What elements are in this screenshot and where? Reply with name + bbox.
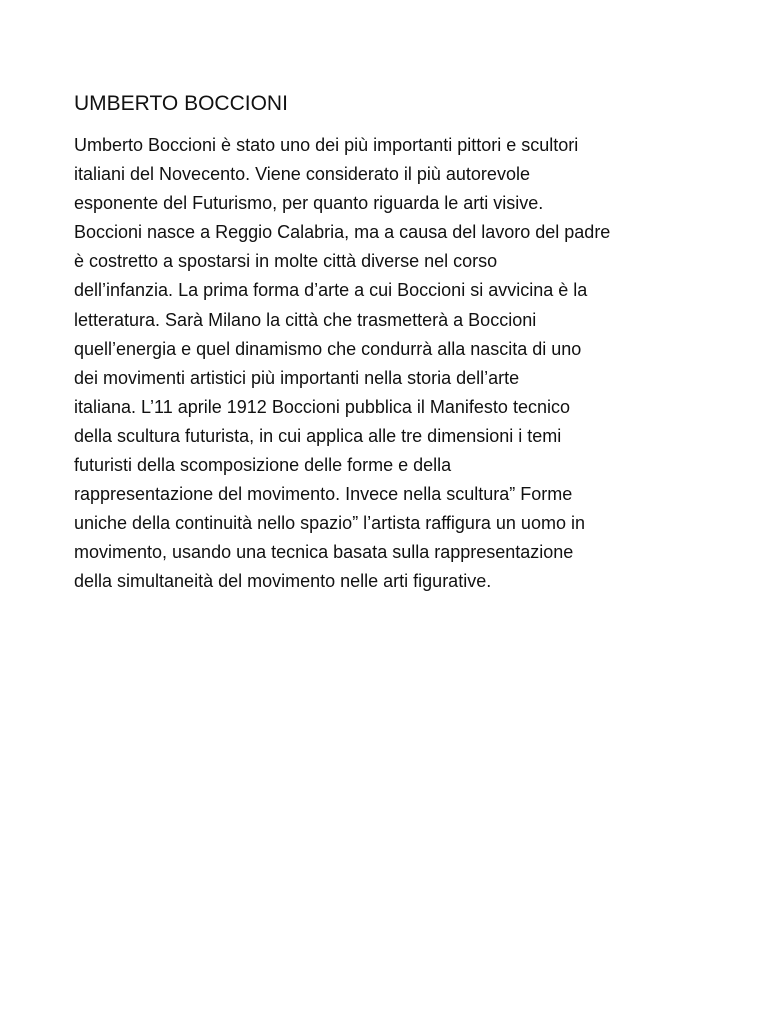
body-line: italiana. L’11 aprile 1912 Boccioni pubblica il Manifesto tecnico [74,396,570,417]
body-line: Umberto Boccioni è stato uno dei più importanti pittori e scultori [74,135,579,155]
body-line: uniche della continuità nello spazio” l’artista raffigura un uomo in [74,513,585,534]
body-line: dei movimenti artistici più importanti nella storia dell’arte [74,367,520,388]
document-title: UMBERTO BOCCIONI [74,92,288,115]
body-line: futuristi della scomposizione delle forme e della [74,455,452,476]
body-line: rappresentazione del movimento. Invece nella scultura” Forme [74,484,573,505]
body-line: quell’energia e quel dinamismo che condurrà alla nascita di uno [74,338,582,359]
body-line: dell’infanzia. La prima forma d’arte a cui Boccioni si avvicina è la [74,280,588,301]
body-line: movimento, usando una tecnica basata sulla rappresentazione [74,542,574,563]
body-line: della simultaneità del movimento nelle arti figurative. [74,571,492,592]
body-line: italiani del Novecento. Viene considerato il più autorevole [74,164,530,185]
body-line: della scultura futurista, in cui applica alle tre dimensioni i temi [74,425,562,446]
body-line: Boccioni nasce a Reggio Calabria, ma a causa del lavoro del padre [74,222,611,243]
body-line: esponente del Futurismo, per quanto riguarda le arti visive. [74,193,544,214]
body-line: letteratura. Sarà Milano la città che trasmetterà a Boccioni [74,309,537,330]
document-body [74,131,714,597]
body-line: è costretto a spostarsi in molte città diverse nel corso [74,251,498,272]
